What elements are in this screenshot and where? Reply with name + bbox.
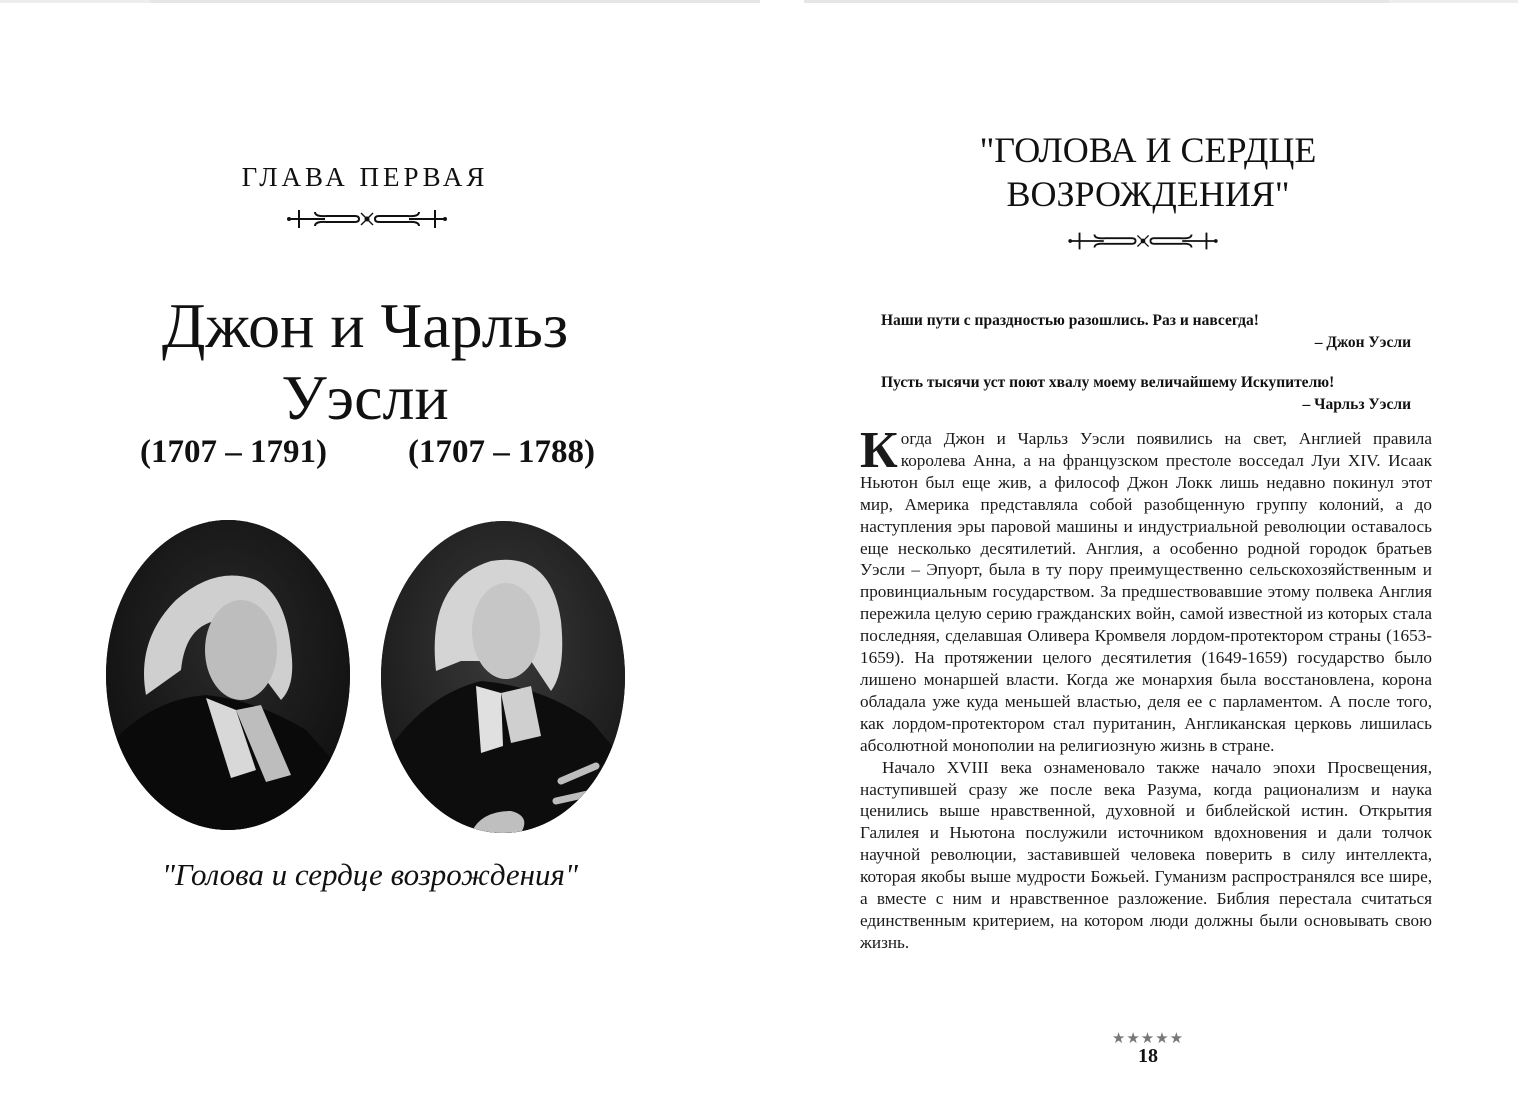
portrait-john-icon xyxy=(106,520,350,830)
charles-dates: (1707 – 1788) xyxy=(408,434,595,470)
portrait-charles-icon xyxy=(381,521,625,833)
epigraph-author: – Чарльз Уэсли xyxy=(1302,396,1411,413)
epigraph-author: – Джон Уэсли xyxy=(1314,334,1411,351)
page-edge xyxy=(804,0,1389,3)
main-title xyxy=(0,290,730,434)
paragraph: Начало XVIII века ознаменовало также начало эпохи Просвещения, наступившей сразу же после века Разума, когда рационализм и наука ценились выше нравственной, духовной и библейской истин. Открытия Галилея и Ньютона послужили источником вдохновения и дали толчок научной революции, заставившей человека поверить в силу интеллекта, которая якобы выше мудрости Божьей. Гуманизм распространялся все шире, а вместе с ним и нравственное разложение. Библия перестала считаться единственным критерием, на котором люди должны были основывать свою жизнь. xyxy=(860,757,1432,952)
paragraph xyxy=(860,422,1432,757)
chapter-title xyxy=(778,128,1518,216)
chapter-title-line2: ВОЗРОЖДЕНИЯ" xyxy=(1006,174,1290,214)
page-edge xyxy=(1389,0,1518,3)
ornament-divider-icon xyxy=(1068,227,1218,257)
left-page xyxy=(0,0,740,1094)
chapter-title-line1: "ГОЛОВА И СЕРДЦЕ xyxy=(979,130,1317,170)
john-wesley-portrait xyxy=(106,520,350,830)
chapter-body xyxy=(860,422,1432,954)
epigraph-john xyxy=(881,312,1411,352)
charles-wesley-portrait xyxy=(381,521,625,833)
page-edge xyxy=(0,0,150,3)
star-divider-icon: ★★★★★ xyxy=(1111,1031,1185,1047)
main-title-line2: Уэсли xyxy=(281,362,449,433)
epigraph-quote: Наши пути с праздностью разошлись. Раз и навсегда! xyxy=(881,312,1259,329)
right-page xyxy=(778,0,1518,1094)
page-number: 18 xyxy=(1138,1045,1158,1067)
drop-cap: К xyxy=(860,422,898,479)
ornament-divider-icon xyxy=(287,204,447,234)
epigraph-quote: Пусть тысячи уст поют хвалу моему величайшему Искупителю! xyxy=(881,374,1335,391)
paragraph-text: огда Джон и Чарльз Уэсли появились на свет, Англией правила королева Анна, а на французском престоле восседал Луи XIV. Исаак Ньютон был еще жив, а философ Джон Локк лишь недавно покинул этот мир, Америка представляла собой разобщенную группу колоний, а до наступления эры паровой машины и индустриальной революции оставалось еще несколько десятилетий. Англия, а особенно родной городок братьев Уэсли – Эпуорт, была в ту пору преимущественно сельскохозяйственным и провинциальным государством. За предшествовавшие этому полвека Англия пережила целую серию гражданских войн, самой известной из которых стала последняя, сделавшая Оливера Кромвеля лордом-протектором страны (1653-1659). На протяжении целого десятилетия (1649-1659) государство было лишено монаршей власти. Когда же монархия была восстановлена, корона обладала уже куда меньшей властью, деля ее с парламентом. А после того, как лордом-протектором стал пуританин, Англиканская церковь лишилась абсолютной монополии на религиозную жизнь в стране. xyxy=(860,429,1432,755)
epigraph-charles xyxy=(881,374,1411,414)
book-subtitle: "Голова и сердце возрождения" xyxy=(161,857,578,892)
page-edge xyxy=(150,0,760,3)
chapter-label: ГЛАВА ПЕРВАЯ xyxy=(241,162,489,192)
main-title-line1: Джон и Чарльз xyxy=(161,290,569,361)
john-dates: (1707 – 1791) xyxy=(140,434,327,470)
